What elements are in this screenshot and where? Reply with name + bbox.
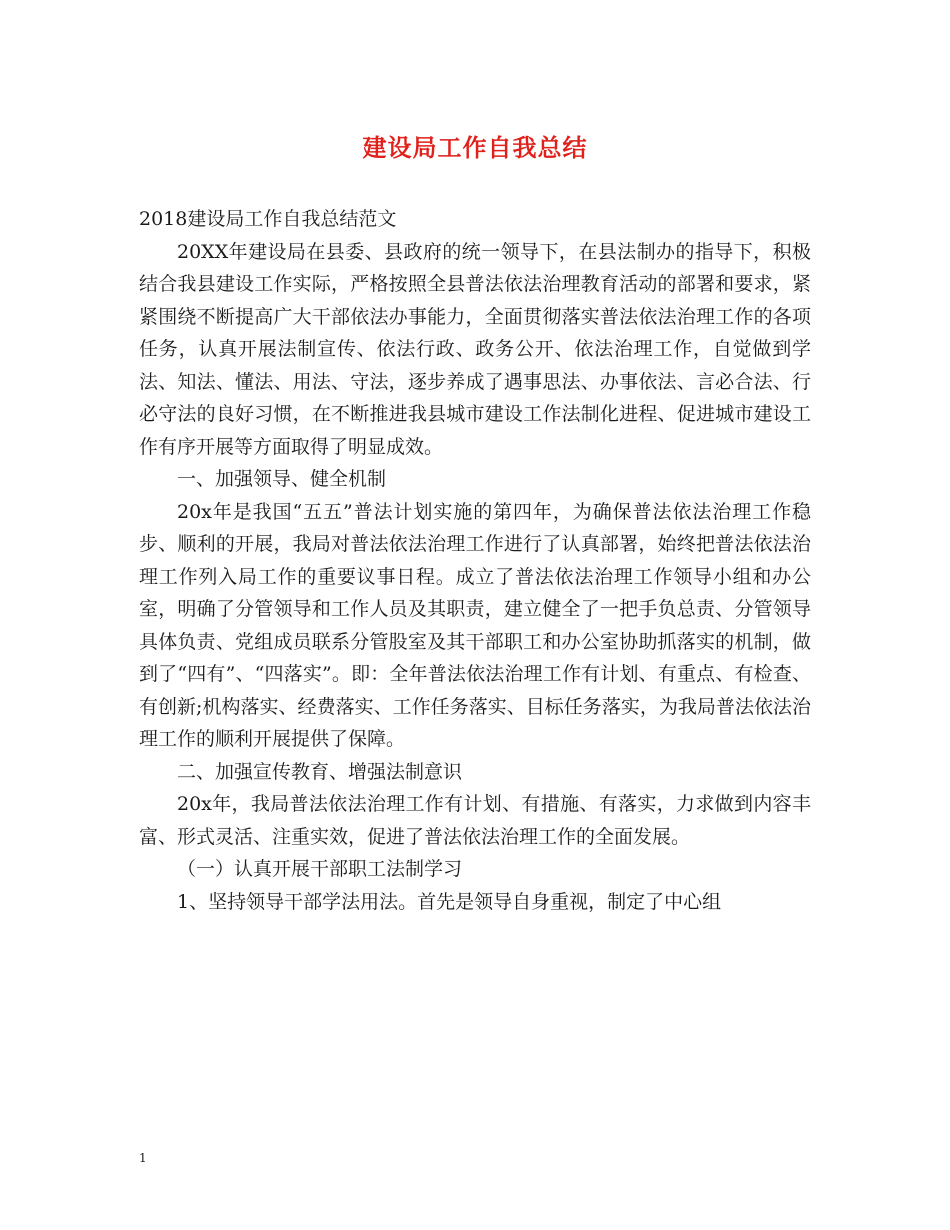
subsection-1-paragraph: 1、坚持领导干部学法用法。首先是领导自身重视，制定了中心组 (177, 890, 722, 913)
section-heading-1: 一、加强领导、健全机制 (177, 468, 387, 490)
section-1-paragraph: 20x年是我国“五五”普法计划实施的第四年，为确保普法依法治理工作稳步、顺利的开展，我局对普法依法治理工作进行了认真部署，始终把普法依法治理工作列入局工作的重要议事日程。成立了普法依法治理工作领导小组和办公室，明确了分管领导和工作人员及其职责，建立健全了一把手负总责、分管领导具体负责、党组成员联系分管股室及其干部职工和办公室协助抓落实的机制，做到了“四有”、“四落实”。即：全年普法依法治理工作有计划、有重点、有检查、有创新;机构落实、经费落实、工作任务落实、目标任务落实，为我局普法依法治理工作的顺利开展提供了保障。 (139, 500, 811, 750)
section-2-paragraph: 20x年，我局普法依法治理工作有计划、有措施、有落实，力求做到内容丰富、形式灵活、注重实效，促进了普法依法治理工作的全面发展。 (139, 793, 811, 848)
page-number: 1 (139, 1151, 147, 1165)
subsection-heading-1: （一）认真开展干部职工法制学习 (177, 858, 463, 880)
intro-paragraph: 20XX年建设局在县委、县政府的统一领导下，在县法制办的指导下，积极结合我县建设工作实际，严格按照全县普法依法治理教育活动的部署和要求，紧紧围绕不断提高广大干部依法办事能力，全面贯彻落实普法依法治理工作的各项任务，认真开展法制宣传、依法行政、政务公开、依法治理工作，自觉做到学法、知法、懂法、用法、守法，逐步养成了遇事思法、办事依法、言必合法、行必守法的良好习惯，在不断推进我县城市建设工作法制化进程、促进城市建设工作有序开展等方面取得了明显成效。 (139, 240, 811, 458)
subtitle-paragraph: 2018建设局工作自我总结范文 (139, 208, 397, 230)
document-body (139, 203, 811, 918)
section-heading-2: 二、加强宣传教育、增强法制意识 (177, 760, 463, 783)
document-title: 建设局工作自我总结 (362, 133, 588, 162)
